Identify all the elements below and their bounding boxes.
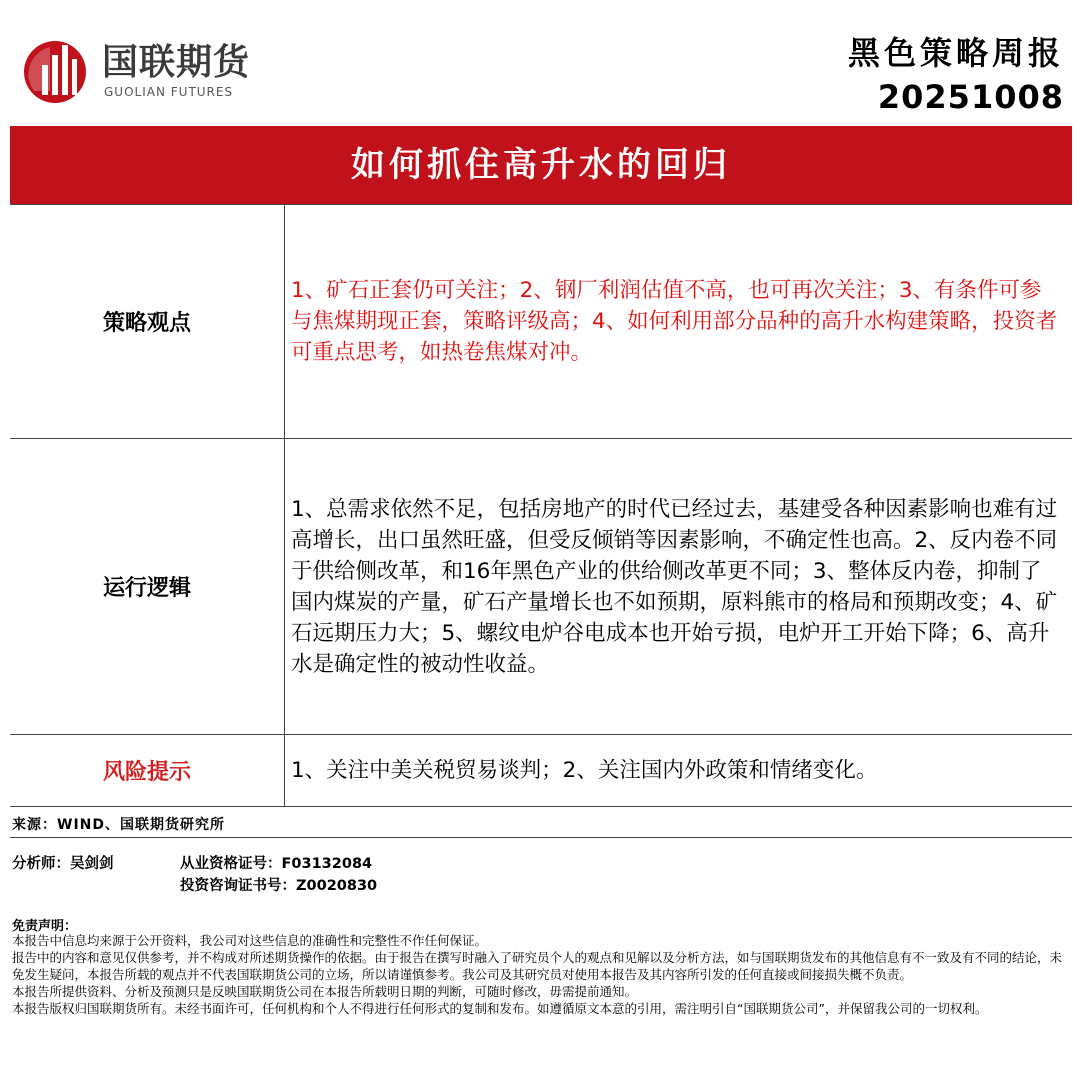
logo-english-text: GUOLIAN FUTURES	[104, 85, 234, 99]
disclaimer-text	[12, 932, 1062, 1017]
disclaimer-paragraph: 报告中的内容和意见仅供参考，并不构成对所述期货操作的依据。由于报告在撰写时融入了研究员个人的观点和见解以及分析方法，如与国联期货发布的其他信息有不一致及有不同的结论，未免发生疑问，本报告所载的观点并不代表国联期货公司的立场，所以请谨慎参考。我公司及其研究员对使用本报告及其内容所引发的任何直接或间接损失概不负责。	[12, 950, 1063, 982]
company-logo	[20, 35, 280, 115]
disclaimer-paragraph: 本报告版权归国联期货所有。未经书面许可，任何机构和个人不得进行任何形式的复制和发布。如遵循原文本意的引用，需注明引自“国联期货公司”，并保留我公司的一切权利。	[12, 1001, 988, 1016]
disclaimer-paragraph: 本报告所提供资料、分析及预测只是反映国联期货公司在本报告所载明日期的判断，可随时修改，毋需提前通知。	[12, 984, 638, 999]
report-page	[10, 10, 1072, 1058]
row-content-logic: 1、总需求依然不足，包括房地产的时代已经过去，基建受各种因素影响也难有过高增长，出口虽然旺盛，但受反倾销等因素影响，不确定性也高。2、反内卷不同于供给侧改革，和16年黑色产业的供给侧改革更不同；3、整体反内卷，抑制了国内煤炭的产量，矿石产量增长也不如预期，原料熊市的格局和预期改变；4、矿石远期压力大；5、螺纹电炉谷电成本也开始亏损，电炉开工开始下降；6、高升水是确定性的被动性收益。	[285, 439, 1073, 735]
analyst-name: 分析师：吴剑剑	[12, 856, 114, 872]
qualification-number: 从业资格证号：F03132084	[180, 856, 373, 872]
table-row-logic	[10, 439, 1072, 735]
guolian-logo-icon	[20, 35, 90, 105]
disclaimer-title: 免责声明：	[12, 919, 78, 934]
report-date: 20251008	[877, 78, 1064, 116]
row-content-risk: 1、关注中美关税贸易谈判；2、关注国内外政策和情绪变化。	[285, 735, 1073, 807]
strategy-table	[10, 204, 1072, 807]
logo-chinese-text: 国联期货	[102, 42, 251, 83]
row-label-strategy: 策略观点	[10, 205, 285, 439]
row-content-strategy: 1、矿石正套仍可关注；2、钢厂利润估值不高，也可再次关注；3、有条件可参与焦煤期现正套，策略评级高；4、如何利用部分品种的高升水构建策略，投资者可重点思考，如热卷焦煤对冲。	[285, 205, 1073, 439]
report-title: 黑色策略周报	[847, 34, 1064, 72]
table-row-risk	[10, 735, 1072, 807]
headline-banner: 如何抓住高升水的回归	[10, 126, 1072, 204]
source-note: 来源：WIND、国联期货研究所	[12, 817, 225, 833]
row-label-risk: 风险提示	[10, 735, 285, 807]
table-row-strategy	[10, 205, 1072, 439]
divider	[10, 837, 1072, 838]
row-label-logic: 运行逻辑	[10, 439, 285, 735]
consulting-number: 投资咨询证书号：Z0020830	[180, 878, 378, 894]
disclaimer-paragraph: 本报告中信息均来源于公开资料，我公司对这些信息的准确性和完整性不作任何保证。	[12, 933, 488, 948]
